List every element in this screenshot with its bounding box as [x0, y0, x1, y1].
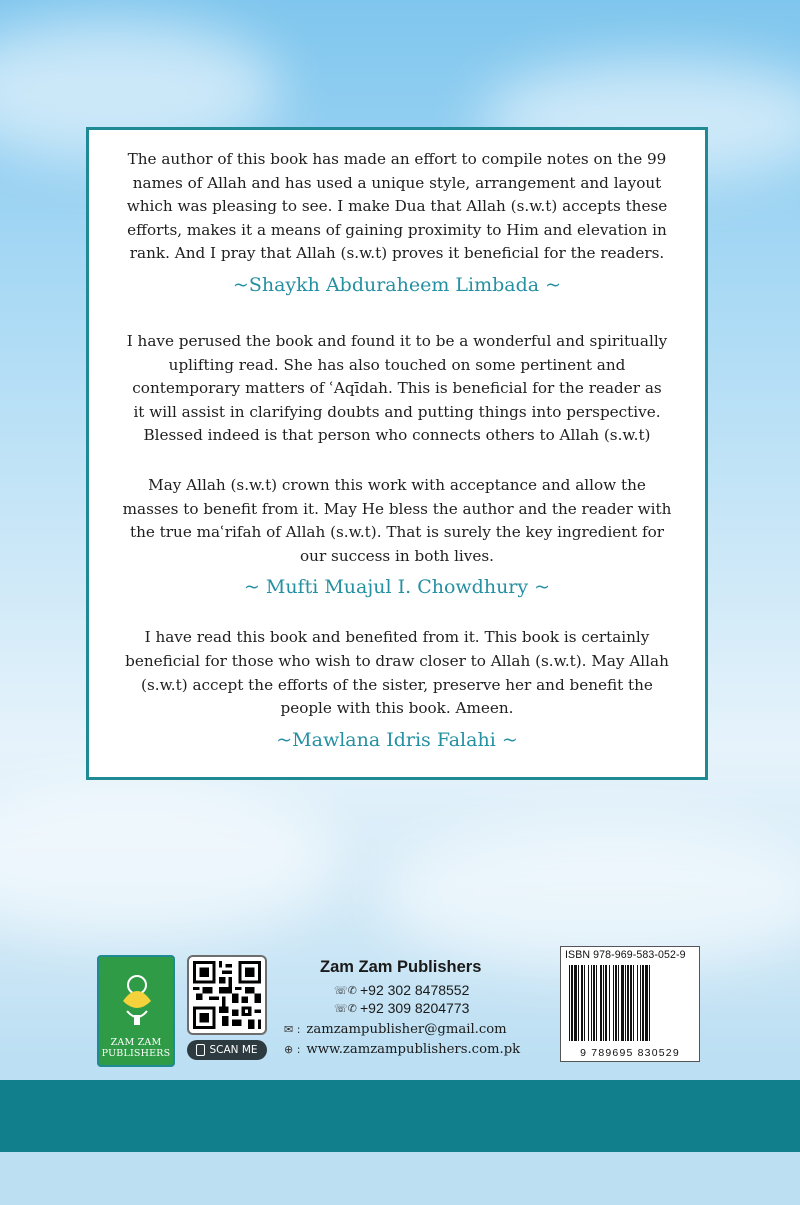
phone-number[interactable]: +92 309 8204773	[359, 1000, 470, 1016]
barcode-bar	[633, 965, 634, 1041]
logo-text	[102, 1037, 171, 1065]
signature-chowdhury: ~ Mufti Muajul I. Chowdhury ~	[243, 576, 551, 599]
website-row	[284, 1042, 520, 1057]
barcode-bar	[603, 965, 604, 1041]
footer-strip	[0, 1152, 800, 1205]
barcode-bars	[567, 965, 695, 1041]
endorsement-line: people with this book. Ameen.	[280, 699, 514, 718]
envelope-icon: ✉ :	[284, 1023, 301, 1036]
endorsement-line: which was pleasing to see. I make Dua that Allah (s.w.t) accepts these	[126, 197, 668, 216]
phone-scan-icon	[196, 1044, 205, 1056]
barcode-bar	[609, 965, 610, 1041]
scan-me-label: SCAN ME	[209, 1044, 258, 1056]
scan-me-badge[interactable]	[187, 1040, 267, 1060]
barcode-bar	[625, 965, 626, 1041]
endorsement-line: I have read this book and benefited from it. This book is certainly	[144, 628, 650, 647]
barcode-bar	[615, 965, 617, 1041]
website-link[interactable]: www.zamzampublishers.com.pk	[306, 1042, 521, 1057]
barcode-bar	[637, 965, 638, 1041]
cloud	[0, 780, 340, 940]
endorsement-panel	[86, 127, 708, 780]
barcode-bar	[621, 965, 624, 1041]
endorsement-line: uplifting read. She has also touched on some pertinent and	[168, 355, 626, 374]
barcode-bar	[581, 965, 583, 1041]
phone-whatsapp-icon: ☏✆	[334, 983, 357, 997]
endorsement-line: the true maʿrifah of Allah (s.w.t). That is surely the key ingredient for	[129, 523, 665, 542]
barcode-bar	[588, 965, 589, 1041]
barcode-bar	[600, 965, 602, 1041]
isbn-barcode	[560, 946, 700, 1062]
globe-icon: ⊕ :	[284, 1043, 301, 1056]
email-link[interactable]: zamzampublisher@gmail.com	[306, 1022, 507, 1037]
barcode-bar	[593, 965, 595, 1041]
barcode-bar	[630, 965, 632, 1041]
phone-row	[334, 982, 469, 998]
publisher-logo	[97, 955, 175, 1067]
barcode-bar	[591, 965, 592, 1041]
barcode-bar	[578, 965, 579, 1041]
endorsement-line: May Allah (s.w.t) crown this work with acceptance and allow the	[148, 475, 646, 494]
barcode-bar	[640, 965, 641, 1041]
endorsement-line: The author of this book has made an effort to compile notes on the 99	[127, 150, 667, 168]
endorsement-1	[107, 148, 687, 298]
endorsement-3	[107, 474, 687, 600]
barcode-bar	[574, 965, 577, 1041]
publisher-name: Zam Zam Publishers	[320, 958, 482, 976]
barcode-bar	[618, 965, 619, 1041]
barcode-bar	[627, 965, 629, 1041]
endorsement-4	[107, 626, 687, 752]
barcode-bar	[584, 965, 585, 1041]
signature-limbada: ~Shaykh Abduraheem Limbada ~	[232, 273, 562, 296]
isbn-text: ISBN 978-969-583-052-9	[565, 949, 686, 961]
endorsement-line: our success in both lives.	[300, 546, 494, 565]
logo-text-line: ZAM ZAM	[110, 1037, 162, 1048]
endorsement-line: names of Allah and has used a unique style, arrangement and layout	[132, 173, 662, 192]
barcode-bar	[569, 965, 570, 1041]
endorsement-line: efforts, makes it a means of gaining proximity to Him and elevation in	[127, 220, 667, 239]
signature-falahi: ~Mawlana Idris Falahi ~	[276, 728, 518, 751]
endorsement-line: I have perused the book and found it to be a wonderful and spiritually	[126, 331, 668, 350]
endorsement-line: it will assist in clarifying doubts and putting things into perspective.	[133, 402, 661, 421]
logo-text-line: PUBLISHERS	[101, 1048, 171, 1059]
endorsement-line: rank. And I pray that Allah (s.w.t) proves it beneficial for the readers.	[129, 244, 665, 263]
endorsement-line: (s.w.t) accept the efforts of the sister, preserve her and benefit the	[141, 675, 653, 694]
barcode-bar	[605, 965, 607, 1041]
footer-band	[0, 1080, 800, 1152]
qr-code-icon	[193, 961, 261, 1029]
endorsement-line: Blessed indeed is that person who connects others to Allah (s.w.t)	[143, 426, 651, 445]
barcode-bar	[642, 965, 644, 1041]
barcode-bar	[645, 965, 648, 1041]
barcode-bar	[613, 965, 614, 1041]
barcode-bar	[596, 965, 597, 1041]
barcode-bar	[571, 965, 573, 1041]
email-row	[284, 1022, 507, 1037]
qr-code[interactable]	[187, 955, 267, 1035]
endorsement-2	[107, 330, 687, 448]
phone-whatsapp-icon: ☏✆	[334, 1001, 357, 1015]
endorsement-line: beneficial for those who wish to draw closer to Allah (s.w.t). May Allah	[125, 651, 669, 670]
endorsement-line: contemporary matters of ʿAqīdah. This is beneficial for the reader as	[132, 379, 662, 398]
phone-number[interactable]: +92 302 8478552	[359, 982, 470, 998]
barcode-digits: 9 789695 830529	[580, 1047, 680, 1059]
lamp-icon	[117, 971, 157, 1029]
barcode-bar	[649, 965, 650, 1041]
endorsement-line: masses to benefit from it. May He bless the author and the reader with	[122, 499, 672, 518]
phone-row	[334, 1000, 469, 1016]
